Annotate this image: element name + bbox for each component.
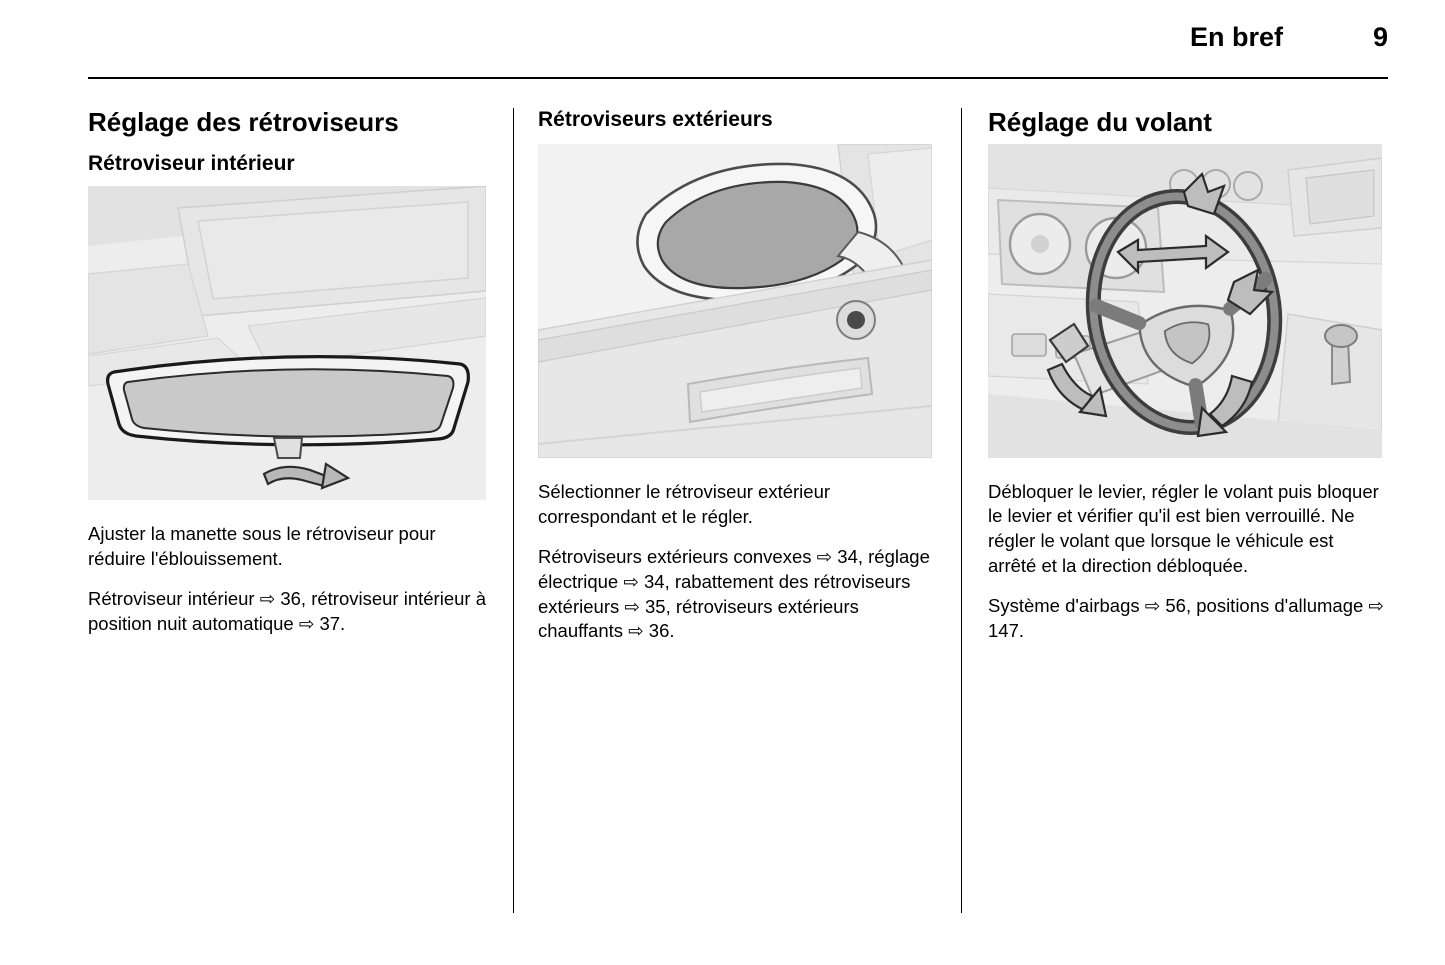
column-3-paragraph-1: Débloquer le levier, régler le volant puis bloquer le levier et vérifier qu'il est bien verrouillé. Ne régler le volant que lorsque le véhicule est arrêté et la direction débloquée. [988, 480, 1379, 576]
column-mirror-adjustment [88, 108, 486, 913]
column-steering-wheel-adjustment [988, 108, 1386, 913]
interior-rear-view-mirror-illustration [88, 186, 486, 500]
column-1-paragraph-2: Rétroviseur intérieur ⇨ 36, rétroviseur intérieur à position nuit automatique ⇨ 37. [88, 588, 486, 634]
column-exterior-mirrors [538, 108, 936, 913]
column-1-subtitle: Rétroviseur intérieur [88, 151, 295, 175]
page-number: 9 [1372, 22, 1388, 52]
content-columns [88, 108, 1388, 913]
exterior-mirror-illustration [538, 144, 932, 458]
page-title: En bref [1189, 22, 1283, 52]
column-1-title: Réglage des rétroviseurs [88, 107, 399, 137]
column-1-paragraph-1: Ajuster la manette sous le rétroviseur pour réduire l'éblouissement. [88, 523, 436, 569]
column-2-title: Rétroviseurs extérieurs [538, 108, 773, 131]
column-divider-2 [961, 108, 962, 913]
column-3-title: Réglage du volant [988, 107, 1212, 137]
steering-wheel-adjustment-illustration [988, 144, 1382, 458]
page-header [88, 22, 1388, 80]
column-divider-1 [513, 108, 514, 913]
header-divider [88, 77, 1388, 79]
column-2-paragraph-1: Sélectionner le rétroviseur extérieur correspondant et le régler. [538, 481, 831, 527]
column-3-paragraph-2: Système d'airbags ⇨ 56, positions d'allumage ⇨ 147. [988, 595, 1384, 641]
column-2-paragraph-2: Rétroviseurs extérieurs convexes ⇨ 34, réglage électrique ⇨ 34, rabattement des rétroviseurs extérieurs ⇨ 35, rétroviseurs extérieurs chauffants ⇨ 36. [538, 546, 930, 642]
